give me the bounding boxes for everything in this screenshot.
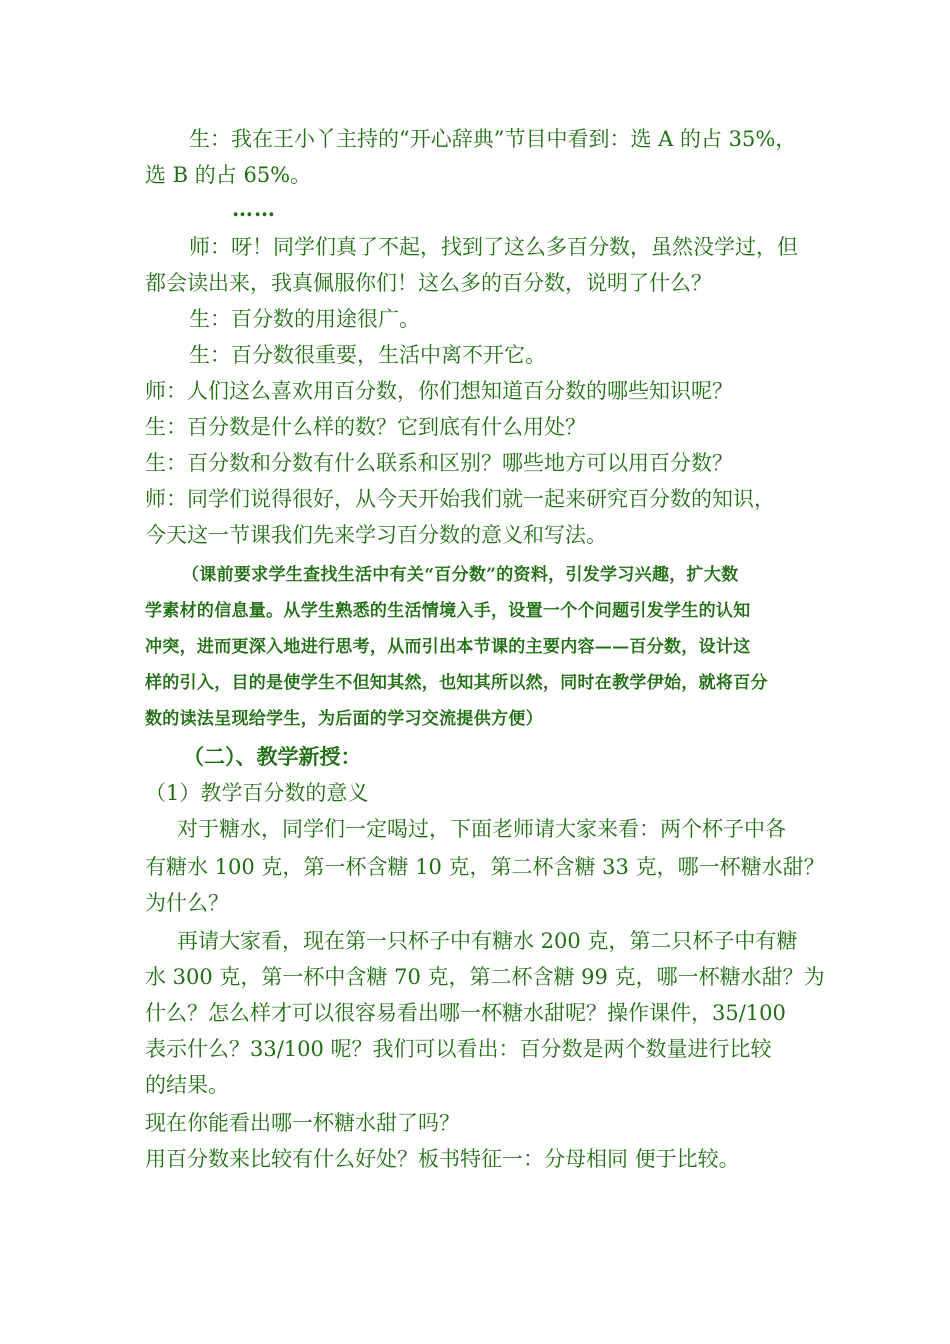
text-line: 用百分数来比较有什么好处？板书特征一：分母相同 便于比较。 [145, 1147, 740, 1171]
text-line: 生：百分数的用途很广。 [189, 307, 420, 331]
text-line: 今天这一节课我们先来学习百分数的意义和写法。 [145, 523, 607, 547]
note-line: （课前要求学生查找生活中有关“百分数”的资料，引发学习兴趣，扩大数 [182, 565, 739, 585]
subsection-heading: （1）教学百分数的意义 [145, 781, 369, 805]
section-heading: （二）、教学新授： [183, 744, 362, 769]
text-line: 的结果。 [145, 1073, 229, 1097]
text-line: 师：人们这么喜欢用百分数，你们想知道百分数的哪些知识呢？ [145, 379, 733, 403]
text-line: 师：呀！同学们真了不起，找到了这么多百分数，虽然没学过，但 [189, 235, 798, 259]
text-line: 生：百分数是什么样的数？它到底有什么用处？ [145, 415, 586, 439]
text-line: 都会读出来，我真佩服你们！这么多的百分数，说明了什么？ [145, 271, 712, 295]
text-line: 表示什么？33/100 呢？我们可以看出：百分数是两个数量进行比较 [145, 1037, 772, 1061]
text-line: 生：我在王小丫主持的“开心辞典”节目中看到：选 A 的占 35%， [189, 127, 797, 151]
note-line: 学素材的信息量。从学生熟悉的生活情境入手，设置一个个问题引发学生的认知 [145, 601, 751, 621]
text-line: 有糖水 100 克，第一杯含糖 10 克，第二杯含糖 33 克，哪一杯糖水甜？ [145, 855, 825, 879]
text-line: 为什么？ [145, 891, 229, 915]
text-line: 对于糖水，同学们一定喝过，下面老师请大家来看：两个杯子中各 [177, 817, 786, 841]
text-line: 生：百分数和分数有什么联系和区别？哪些地方可以用百分数？ [145, 451, 733, 475]
text-line: 选 B 的占 65%。 [145, 163, 312, 187]
note-line: 冲突，进而更深入地进行思考，从而引出本节课的主要内容——百分数，设计这 [145, 637, 751, 657]
ellipsis-line: …… [232, 196, 276, 221]
text-line: 什么？怎么样才可以很容易看出哪一杯糖水甜呢？操作课件，35/100 [145, 1001, 786, 1025]
text-line: 再请大家看，现在第一只杯子中有糖水 200 克，第二只杯子中有糖 [177, 929, 798, 953]
text-line: 现在你能看出哪一杯糖水甜了吗？ [145, 1111, 460, 1135]
text-line: 师：同学们说得很好，从今天开始我们就一起来研究百分数的知识， [145, 487, 775, 511]
text-line: 生：百分数很重要，生活中离不开它。 [189, 343, 546, 367]
note-line: 数的读法呈现给学生，为后面的学习交流提供方便） [145, 709, 543, 729]
note-line: 样的引入，目的是使学生不但知其然，也知其所以然，同时在教学伊始，就将百分 [145, 673, 768, 693]
text-line: 水 300 克，第一杯中含糖 70 克，第二杯含糖 99 克，哪一杯糖水甜？为 [145, 965, 825, 989]
